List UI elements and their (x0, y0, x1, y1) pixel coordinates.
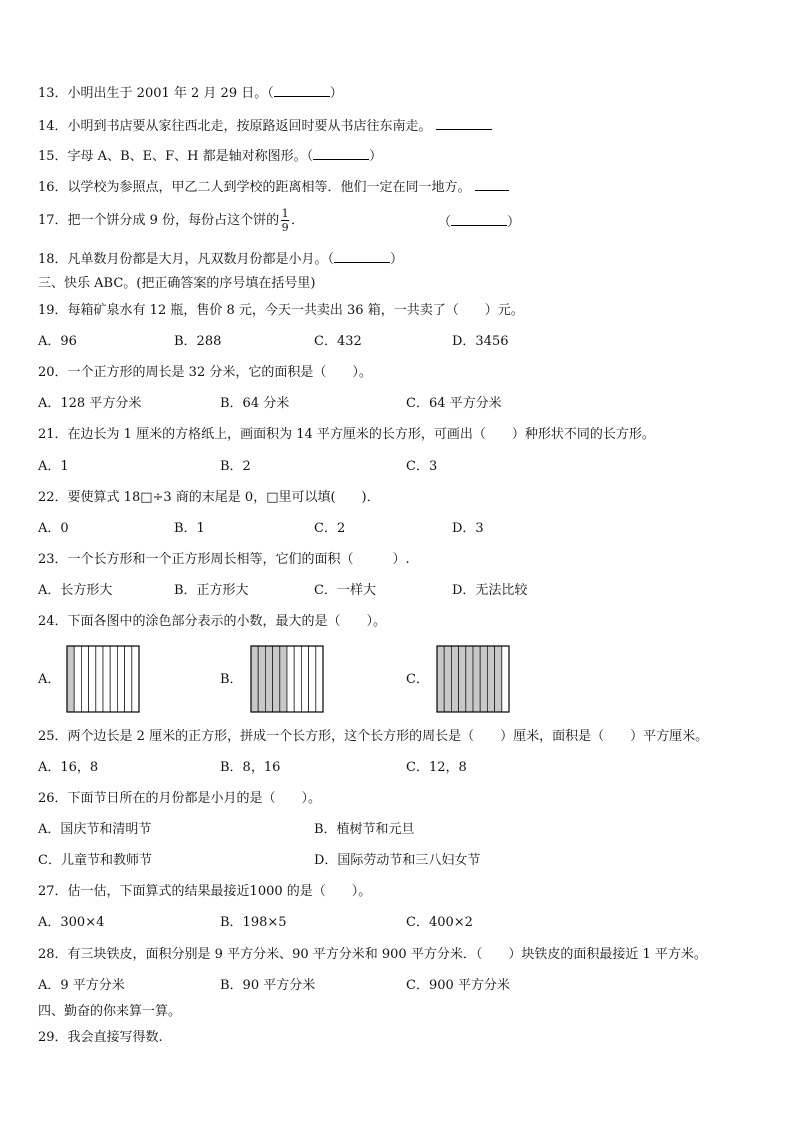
blank-strip (294, 646, 301, 712)
question-16-text: 16．以学校为参照点，甲乙二人到学校的距离相等．他们一定在同一地方。 (38, 180, 471, 195)
option-26-a[interactable]: A．国庆节和清明节 (38, 822, 152, 837)
question-28: 28．有三块铁皮，面积分别是 9 平方分米、90 平方分米和 900 平方分米．（ ）块铁皮的面积最接近 1 平方米。 (38, 947, 707, 962)
option-25-c[interactable]: C．12，8 (406, 760, 467, 775)
question-18-tail: ） (390, 252, 404, 267)
fraction-one-ninth (281, 208, 289, 233)
question-18 (38, 250, 403, 268)
shaded-strip (487, 646, 494, 712)
grid-figure-a (66, 645, 140, 713)
question-22: 22．要使算式 18□÷3 商的末尾是 0，□里可以填( )． (38, 490, 380, 505)
option-25-b[interactable]: B．8，16 (220, 760, 281, 775)
blank-strip (89, 646, 96, 712)
option-27-a[interactable]: A．300×4 (38, 915, 105, 930)
option-27-b[interactable]: B．198×5 (220, 915, 287, 930)
question-17-text: 17．把一个饼分成 9 份，每份占这个饼的 (38, 213, 280, 228)
fraction-denominator: 9 (281, 221, 289, 234)
shaded-strip (67, 646, 74, 712)
question-25: 25．两个边长是 2 厘米的正方形，拼成一个长方形，这个长方形的周长是（ ）厘米，面积是（ ）平方厘米。 (38, 729, 709, 744)
option-27-c[interactable]: C．400×2 (406, 915, 473, 930)
option-24-c[interactable]: C． (406, 672, 429, 687)
answer-blank-16[interactable] (475, 178, 509, 191)
question-18-text: 18．凡单数月份都是大月，凡双数月份都是小月。（ (38, 252, 335, 267)
option-28-a[interactable]: A．9 平方分米 (38, 978, 125, 993)
blank-strip (125, 646, 132, 712)
question-15-tail: ） (369, 149, 383, 164)
option-21-b[interactable]: B．2 (220, 459, 251, 474)
question-23: 23．一个长方形和一个正方形周长相等，它们的面积（ ）. (38, 552, 410, 567)
shaded-strip (251, 646, 258, 712)
blank-strip (117, 646, 124, 712)
option-19-d[interactable]: D．3456 (452, 334, 509, 349)
answer-blank-17[interactable] (451, 213, 507, 226)
shaded-strip (280, 646, 287, 712)
option-28-c[interactable]: C．900 平方分米 (406, 978, 510, 993)
question-16 (38, 178, 509, 196)
blank-strip (287, 646, 294, 712)
option-24-b[interactable]: B． (220, 672, 243, 687)
question-20: 20．一个正方形的周长是 32 分米，它的面积是（ ）。 (38, 365, 372, 380)
option-26-c[interactable]: C．儿童节和教师节 (38, 853, 152, 868)
question-24: 24．下面各图中的涂色部分表示的小数，最大的是（ ）。 (38, 614, 387, 629)
blank-strip (103, 646, 110, 712)
shaded-strip (480, 646, 487, 712)
option-26-d[interactable]: D．国际劳动节和三八妇女节 (314, 853, 481, 868)
option-20-a[interactable]: A．128 平方分米 (38, 396, 142, 411)
option-19-a[interactable]: A．96 (38, 334, 77, 349)
shaded-strip (451, 646, 458, 712)
question-13-text: 13．小明出生于 2001 年 2 月 29 日。（ (38, 86, 274, 101)
option-22-c[interactable]: C．2 (314, 521, 346, 536)
answer-blank-15[interactable] (313, 147, 369, 160)
option-20-b[interactable]: B．64 分米 (220, 396, 290, 411)
blank-strip (110, 646, 117, 712)
section-4-heading: 四、勤奋的你来算一算。 (38, 1004, 182, 1019)
option-21-a[interactable]: A．1 (38, 459, 69, 474)
blank-strip (309, 646, 316, 712)
option-23-a[interactable]: A．长方形大 (38, 583, 113, 598)
question-13 (38, 84, 343, 102)
blank-strip (502, 646, 509, 712)
question-15-text: 15．字母 A、B、E、F、H 都是轴对称图形。（ (38, 149, 314, 164)
blank-strip (96, 646, 103, 712)
blank-strip (301, 646, 308, 712)
shaded-strip (473, 646, 480, 712)
option-22-a[interactable]: A．0 (38, 521, 69, 536)
fraction-numerator: 1 (281, 207, 289, 220)
option-21-c[interactable]: C．3 (406, 459, 438, 474)
answer-blank-13[interactable] (274, 84, 330, 97)
question-14-text: 14．小明到书店要从家往西北走，按原路返回时要从书店往东南走。 (38, 119, 432, 134)
question-15 (38, 147, 382, 165)
blank-strip (74, 646, 81, 712)
question-17 (38, 208, 304, 234)
question-21: 21．在边长为 1 厘米的方格纸上，画面积为 14 平方厘米的长方形，可画出（ ）种形状不同的长方形。 (38, 427, 655, 442)
grid-figure-c (436, 645, 510, 713)
blank-strip (132, 646, 139, 712)
option-19-c[interactable]: C．432 (314, 334, 362, 349)
section-3-heading: 三、快乐 ABC。(把正确答案的序号填在括号里) (38, 276, 316, 291)
shaded-strip (495, 646, 502, 712)
question-29: 29．我会直接写得数. (38, 1030, 163, 1045)
question-14 (38, 117, 492, 135)
shaded-strip (444, 646, 451, 712)
option-28-b[interactable]: B．90 平方分米 (220, 978, 316, 993)
option-26-b[interactable]: B．植树节和元旦 (314, 822, 415, 837)
blank-strip (81, 646, 88, 712)
question-27: 27．估一估，下面算式的结果最接近1000 的是（ ）。 (38, 884, 372, 899)
option-25-a[interactable]: A．16，8 (38, 760, 99, 775)
question-13-tail: ） (329, 86, 343, 101)
option-20-c[interactable]: C．64 平方分米 (406, 396, 502, 411)
blank-strip (316, 646, 323, 712)
shaded-strip (265, 646, 272, 712)
question-17-answer (438, 213, 520, 231)
option-22-b[interactable]: B．1 (174, 521, 205, 536)
paren-close-17: ） (507, 215, 521, 230)
option-23-b[interactable]: B．正方形大 (174, 583, 249, 598)
answer-blank-18[interactable] (334, 250, 390, 263)
option-24-a[interactable]: A． (38, 672, 61, 687)
shaded-strip (459, 646, 466, 712)
paren-open-17: （ (438, 215, 452, 230)
shaded-strip (466, 646, 473, 712)
grid-figure-b (250, 645, 324, 713)
answer-blank-14[interactable] (436, 117, 492, 130)
question-17-after: ． (291, 213, 305, 228)
option-19-b[interactable]: B．288 (174, 334, 222, 349)
shaded-strip (258, 646, 265, 712)
question-19: 19．每箱矿泉水有 12 瓶，售价 8 元，今天一共卖出 36 箱，一共卖了（ ）元。 (38, 303, 524, 318)
question-26: 26．下面节日所在的月份都是小月的是（ ）。 (38, 791, 322, 806)
option-23-c[interactable]: C．一样大 (314, 583, 376, 598)
option-23-d[interactable]: D．无法比较 (452, 583, 528, 598)
shaded-strip (273, 646, 280, 712)
option-22-d[interactable]: D．3 (452, 521, 484, 536)
shaded-strip (437, 646, 444, 712)
